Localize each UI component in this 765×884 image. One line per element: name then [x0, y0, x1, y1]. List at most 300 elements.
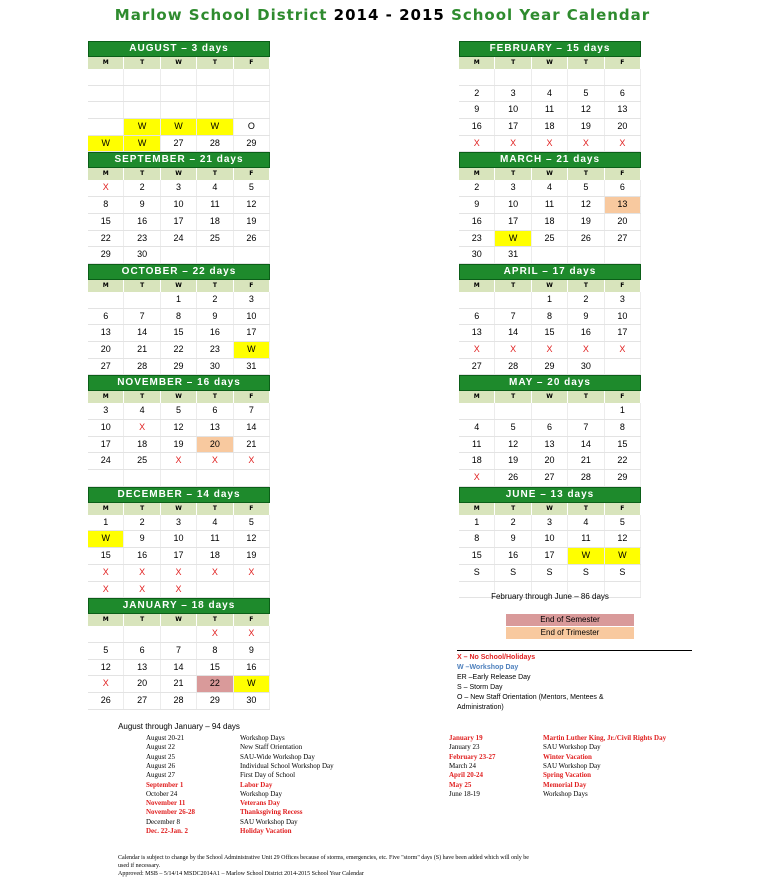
- day-cell: W: [124, 119, 160, 135]
- day-cell: 9: [124, 197, 160, 213]
- day-cell: 28: [161, 693, 197, 709]
- day-cell: X: [459, 136, 495, 152]
- day-cell: 18: [532, 214, 568, 230]
- day-cell: 29: [197, 693, 233, 709]
- day-cell: 10: [88, 420, 124, 436]
- event-description: Veterans Day: [240, 799, 280, 808]
- weekday-label: T: [568, 57, 604, 69]
- week-row: [88, 309, 270, 326]
- day-cell: 3: [532, 515, 568, 531]
- month-header: APRIL – 17 days: [459, 264, 641, 280]
- weekday-label: T: [568, 168, 604, 180]
- day-cell: 2: [568, 292, 604, 308]
- weekday-label: T: [197, 614, 233, 626]
- day-cell: 29: [88, 247, 124, 263]
- day-cell: [495, 292, 531, 308]
- week-row: [88, 626, 270, 643]
- day-cell: 21: [234, 437, 270, 453]
- weekday-label: T: [124, 57, 160, 69]
- day-cell: X: [124, 565, 160, 581]
- week-row: [459, 309, 641, 326]
- day-cell: 9: [459, 197, 495, 213]
- day-cell: X: [234, 626, 270, 642]
- day-cell: [234, 470, 270, 486]
- day-cell: [124, 69, 160, 85]
- day-cell: [234, 582, 270, 598]
- day-cell: 6: [605, 180, 641, 196]
- weekday-header: [88, 391, 270, 403]
- day-cell: 12: [161, 420, 197, 436]
- event-description: Workshop Day: [240, 789, 283, 798]
- event-description: First Day of School: [240, 771, 296, 780]
- footer-note: [118, 854, 658, 878]
- events-list-left: [146, 734, 446, 844]
- day-cell: 10: [161, 197, 197, 213]
- day-cell: 25: [124, 453, 160, 469]
- day-cell: X: [88, 582, 124, 598]
- summary-right: February through June – 86 days: [491, 592, 609, 601]
- day-cell: 9: [234, 643, 270, 659]
- day-cell: W: [234, 342, 270, 358]
- event-description: SAU-Wide Workshop Day: [240, 752, 315, 761]
- footer-line-2: used if necessary.: [118, 863, 161, 869]
- summary-left: August through January – 94 days: [118, 722, 240, 731]
- day-cell: 9: [197, 309, 233, 325]
- week-row: [459, 453, 641, 470]
- day-cell: [197, 582, 233, 598]
- day-cell: 29: [532, 359, 568, 375]
- day-cell: 9: [495, 531, 531, 547]
- weekday-label: M: [88, 614, 124, 626]
- day-cell: 20: [605, 214, 641, 230]
- day-cell: 2: [197, 292, 233, 308]
- day-cell: W: [605, 548, 641, 564]
- day-cell: 12: [234, 197, 270, 213]
- day-cell: 7: [568, 420, 604, 436]
- day-cell: [124, 292, 160, 308]
- day-cell: 16: [459, 214, 495, 230]
- month-block: [88, 487, 270, 598]
- day-cell: [459, 69, 495, 85]
- day-cell: 15: [88, 214, 124, 230]
- day-cell: [459, 292, 495, 308]
- day-cell: 4: [197, 515, 233, 531]
- day-cell: 22: [605, 453, 641, 469]
- event-date: September 1: [146, 780, 184, 789]
- day-cell: 13: [459, 325, 495, 341]
- day-cell: [161, 626, 197, 642]
- event-date: April 20-24: [449, 771, 484, 780]
- month-header: DECEMBER – 14 days: [88, 487, 270, 503]
- day-cell: 27: [88, 359, 124, 375]
- week-row: [88, 676, 270, 693]
- day-cell: 3: [88, 403, 124, 419]
- day-cell: [124, 102, 160, 118]
- week-row: [459, 325, 641, 342]
- day-cell: 6: [88, 309, 124, 325]
- weekday-label: T: [568, 391, 604, 403]
- weekday-label: M: [459, 280, 495, 292]
- day-cell: 5: [568, 180, 604, 196]
- day-cell: 1: [605, 403, 641, 419]
- day-cell: X: [88, 565, 124, 581]
- event-date: August 27: [146, 771, 175, 780]
- weekday-label: W: [532, 391, 568, 403]
- event-description: Labor Day: [240, 780, 273, 789]
- month-block: [459, 487, 641, 598]
- event-date: February 23-27: [449, 752, 496, 761]
- day-cell: 30: [459, 247, 495, 263]
- day-cell: 8: [88, 197, 124, 213]
- week-row: [88, 582, 270, 599]
- day-cell: 30: [568, 359, 604, 375]
- day-cell: W: [197, 119, 233, 135]
- week-row: [459, 437, 641, 454]
- weekday-header: [88, 168, 270, 180]
- day-cell: W: [88, 136, 124, 152]
- day-cell: [234, 247, 270, 263]
- day-cell: W: [568, 548, 604, 564]
- month-block: [459, 375, 641, 486]
- week-row: [88, 119, 270, 136]
- day-cell: 18: [124, 437, 160, 453]
- event-description: SAU Workshop Day: [543, 743, 601, 752]
- weekday-header: [88, 503, 270, 515]
- weekday-label: F: [605, 57, 641, 69]
- day-cell: 12: [568, 197, 604, 213]
- day-cell: 6: [459, 309, 495, 325]
- week-row: [88, 565, 270, 582]
- day-cell: [161, 102, 197, 118]
- day-cell: 14: [124, 325, 160, 341]
- week-row: [88, 453, 270, 470]
- event-date: November 26-28: [146, 808, 196, 817]
- day-cell: 20: [88, 342, 124, 358]
- day-cell: X: [88, 676, 124, 692]
- day-cell: 15: [161, 325, 197, 341]
- day-cell: 14: [161, 660, 197, 676]
- weekday-header: [459, 503, 641, 515]
- day-cell: [88, 86, 124, 102]
- day-cell: O: [234, 119, 270, 135]
- weekday-label: M: [459, 168, 495, 180]
- day-cell: S: [459, 565, 495, 581]
- day-cell: 12: [568, 102, 604, 118]
- day-cell: X: [161, 582, 197, 598]
- event-date: June 18-19: [449, 789, 480, 798]
- day-cell: 27: [532, 470, 568, 486]
- weekday-label: W: [161, 614, 197, 626]
- day-cell: 23: [459, 231, 495, 247]
- day-cell: [568, 247, 604, 263]
- day-cell: X: [234, 453, 270, 469]
- event-date: January 23: [449, 743, 480, 752]
- week-row: [88, 470, 270, 487]
- day-cell: X: [124, 582, 160, 598]
- week-row: [88, 342, 270, 359]
- day-cell: [88, 292, 124, 308]
- month-header: MARCH – 21 days: [459, 152, 641, 168]
- week-row: [88, 420, 270, 437]
- week-row: [88, 643, 270, 660]
- day-cell: 4: [568, 515, 604, 531]
- week-row: [88, 531, 270, 548]
- day-cell: 24: [88, 453, 124, 469]
- month-header: JUNE – 13 days: [459, 487, 641, 503]
- month-header: NOVEMBER – 16 days: [88, 375, 270, 391]
- day-cell: [605, 247, 641, 263]
- day-cell: 6: [124, 643, 160, 659]
- day-cell: 5: [88, 643, 124, 659]
- day-cell: X: [197, 565, 233, 581]
- weekday-label: T: [124, 168, 160, 180]
- day-cell: 11: [459, 437, 495, 453]
- key-item: ER –Early Release Day: [457, 674, 531, 681]
- weekday-label: F: [234, 168, 270, 180]
- day-cell: 18: [532, 119, 568, 135]
- weekday-label: F: [605, 168, 641, 180]
- day-cell: 5: [495, 420, 531, 436]
- day-cell: [605, 69, 641, 85]
- event-date: January 19: [449, 734, 483, 742]
- day-cell: X: [161, 565, 197, 581]
- weekday-label: F: [234, 391, 270, 403]
- weekday-label: M: [88, 57, 124, 69]
- week-row: [459, 247, 641, 264]
- day-cell: [532, 69, 568, 85]
- day-cell: 20: [124, 676, 160, 692]
- day-cell: 17: [161, 214, 197, 230]
- day-cell: [197, 86, 233, 102]
- week-row: [459, 102, 641, 119]
- day-cell: 13: [605, 197, 641, 213]
- weekday-label: W: [161, 391, 197, 403]
- day-cell: 21: [568, 453, 604, 469]
- day-cell: W: [495, 231, 531, 247]
- day-cell: X: [459, 470, 495, 486]
- week-row: [88, 180, 270, 197]
- calendar-column-right: [459, 41, 641, 598]
- day-cell: 8: [605, 420, 641, 436]
- day-cell: 28: [197, 136, 233, 152]
- day-cell: 31: [234, 359, 270, 375]
- day-cell: [532, 247, 568, 263]
- day-cell: 26: [568, 231, 604, 247]
- week-row: [459, 69, 641, 86]
- day-cell: 5: [234, 515, 270, 531]
- day-cell: W: [88, 531, 124, 547]
- day-cell: 10: [495, 197, 531, 213]
- weekday-label: W: [532, 168, 568, 180]
- day-cell: 11: [568, 531, 604, 547]
- day-cell: [161, 69, 197, 85]
- page-title: [0, 6, 765, 24]
- day-cell: 3: [161, 515, 197, 531]
- month-header: OCTOBER – 22 days: [88, 264, 270, 280]
- day-cell: 16: [459, 119, 495, 135]
- day-cell: 1: [459, 515, 495, 531]
- day-cell: 9: [459, 102, 495, 118]
- week-row: [88, 102, 270, 119]
- day-cell: [161, 247, 197, 263]
- month-header: MAY – 20 days: [459, 375, 641, 391]
- weekday-label: T: [197, 57, 233, 69]
- event-date: May 25: [449, 780, 472, 789]
- day-cell: 20: [532, 453, 568, 469]
- day-cell: [234, 69, 270, 85]
- day-cell: 27: [161, 136, 197, 152]
- day-cell: 17: [495, 119, 531, 135]
- day-cell: [495, 69, 531, 85]
- day-cell: 27: [605, 231, 641, 247]
- week-row: [459, 136, 641, 153]
- day-cell: 27: [459, 359, 495, 375]
- day-cell: 19: [495, 453, 531, 469]
- key-item: O – New Staff Orientation (Mentors, Mentees &: [457, 694, 604, 701]
- week-row: [459, 548, 641, 565]
- day-cell: [124, 626, 160, 642]
- weekday-header: [459, 391, 641, 403]
- day-cell: 19: [234, 548, 270, 564]
- day-cell: 11: [197, 197, 233, 213]
- event-date: Dec. 22-Jan. 2: [146, 827, 188, 835]
- day-cell: 16: [234, 660, 270, 676]
- week-row: [88, 437, 270, 454]
- day-cell: 16: [197, 325, 233, 341]
- day-cell: 4: [124, 403, 160, 419]
- month-block: [459, 152, 641, 263]
- day-cell: 17: [161, 548, 197, 564]
- weekday-label: M: [88, 280, 124, 292]
- day-cell: 13: [197, 420, 233, 436]
- day-cell: 19: [568, 214, 604, 230]
- day-cell: 9: [568, 309, 604, 325]
- day-cell: X: [197, 453, 233, 469]
- day-cell: 2: [495, 515, 531, 531]
- month-block: [88, 152, 270, 263]
- weekday-label: F: [605, 280, 641, 292]
- day-cell: X: [88, 180, 124, 196]
- day-cell: X: [568, 136, 604, 152]
- weekday-label: T: [495, 391, 531, 403]
- event-date: August 26: [146, 761, 175, 770]
- day-cell: [568, 69, 604, 85]
- day-cell: 27: [124, 693, 160, 709]
- week-row: [88, 693, 270, 710]
- weekday-label: W: [161, 280, 197, 292]
- event-date: October 24: [146, 789, 178, 798]
- month-block: [459, 264, 641, 375]
- event-description: Memorial Day: [543, 780, 587, 789]
- day-cell: 8: [197, 643, 233, 659]
- week-row: [459, 197, 641, 214]
- day-cell: 22: [88, 231, 124, 247]
- week-row: [459, 515, 641, 532]
- weekday-label: F: [605, 391, 641, 403]
- day-cell: 2: [459, 86, 495, 102]
- week-row: [459, 359, 641, 376]
- title-part2: 2014 - 2015: [333, 6, 445, 24]
- event-date: November 11: [146, 799, 186, 808]
- weekday-label: M: [459, 57, 495, 69]
- day-cell: 7: [124, 309, 160, 325]
- weekday-header: [88, 280, 270, 292]
- day-cell: X: [495, 136, 531, 152]
- weekday-label: M: [88, 503, 124, 515]
- day-cell: 1: [88, 515, 124, 531]
- week-row: [88, 86, 270, 103]
- weekday-header: [459, 168, 641, 180]
- day-cell: 7: [234, 403, 270, 419]
- weekday-label: T: [124, 391, 160, 403]
- week-row: [459, 470, 641, 487]
- weekday-label: T: [495, 503, 531, 515]
- weekday-header: [88, 57, 270, 69]
- day-cell: 7: [495, 309, 531, 325]
- day-cell: 2: [124, 515, 160, 531]
- day-cell: 28: [124, 359, 160, 375]
- legend-end-of-trimester: End of Trimester: [506, 627, 634, 639]
- footer-line-1: Calendar is subject to change by the School Administrative Unit 29 Offices because of storms, emergencies, etc. Five "storm" days (S) have been added which will only be: [118, 855, 529, 861]
- day-cell: [459, 403, 495, 419]
- week-row: [459, 292, 641, 309]
- event-description: Spring Vacation: [543, 771, 592, 780]
- week-row: [459, 420, 641, 437]
- weekday-label: F: [234, 57, 270, 69]
- day-cell: [197, 470, 233, 486]
- week-row: [88, 515, 270, 532]
- week-row: [459, 403, 641, 420]
- weekday-label: F: [234, 503, 270, 515]
- weekday-label: T: [197, 168, 233, 180]
- day-cell: 14: [495, 325, 531, 341]
- day-cell: 29: [161, 359, 197, 375]
- day-cell: 15: [532, 325, 568, 341]
- day-cell: 5: [568, 86, 604, 102]
- day-cell: 22: [197, 676, 233, 692]
- day-cell: 30: [124, 247, 160, 263]
- day-cell: S: [568, 565, 604, 581]
- weekday-label: W: [161, 57, 197, 69]
- month-header: AUGUST – 3 days: [88, 41, 270, 57]
- day-cell: 17: [605, 325, 641, 341]
- day-cell: 25: [197, 231, 233, 247]
- event-date: August 20-21: [146, 734, 185, 742]
- month-block: [88, 264, 270, 375]
- day-cell: [88, 119, 124, 135]
- weekday-label: T: [568, 280, 604, 292]
- day-cell: X: [568, 342, 604, 358]
- day-cell: 31: [495, 247, 531, 263]
- day-cell: [532, 403, 568, 419]
- day-cell: 13: [88, 325, 124, 341]
- day-cell: X: [495, 342, 531, 358]
- weekday-label: W: [532, 503, 568, 515]
- day-cell: 8: [459, 531, 495, 547]
- week-row: [459, 531, 641, 548]
- day-cell: [197, 102, 233, 118]
- week-row: [459, 119, 641, 136]
- day-cell: 30: [197, 359, 233, 375]
- weekday-label: T: [197, 280, 233, 292]
- day-cell: [124, 470, 160, 486]
- weekday-label: T: [197, 503, 233, 515]
- week-row: [88, 403, 270, 420]
- day-cell: 18: [197, 214, 233, 230]
- day-cell: 11: [197, 531, 233, 547]
- day-cell: 7: [161, 643, 197, 659]
- week-row: [88, 214, 270, 231]
